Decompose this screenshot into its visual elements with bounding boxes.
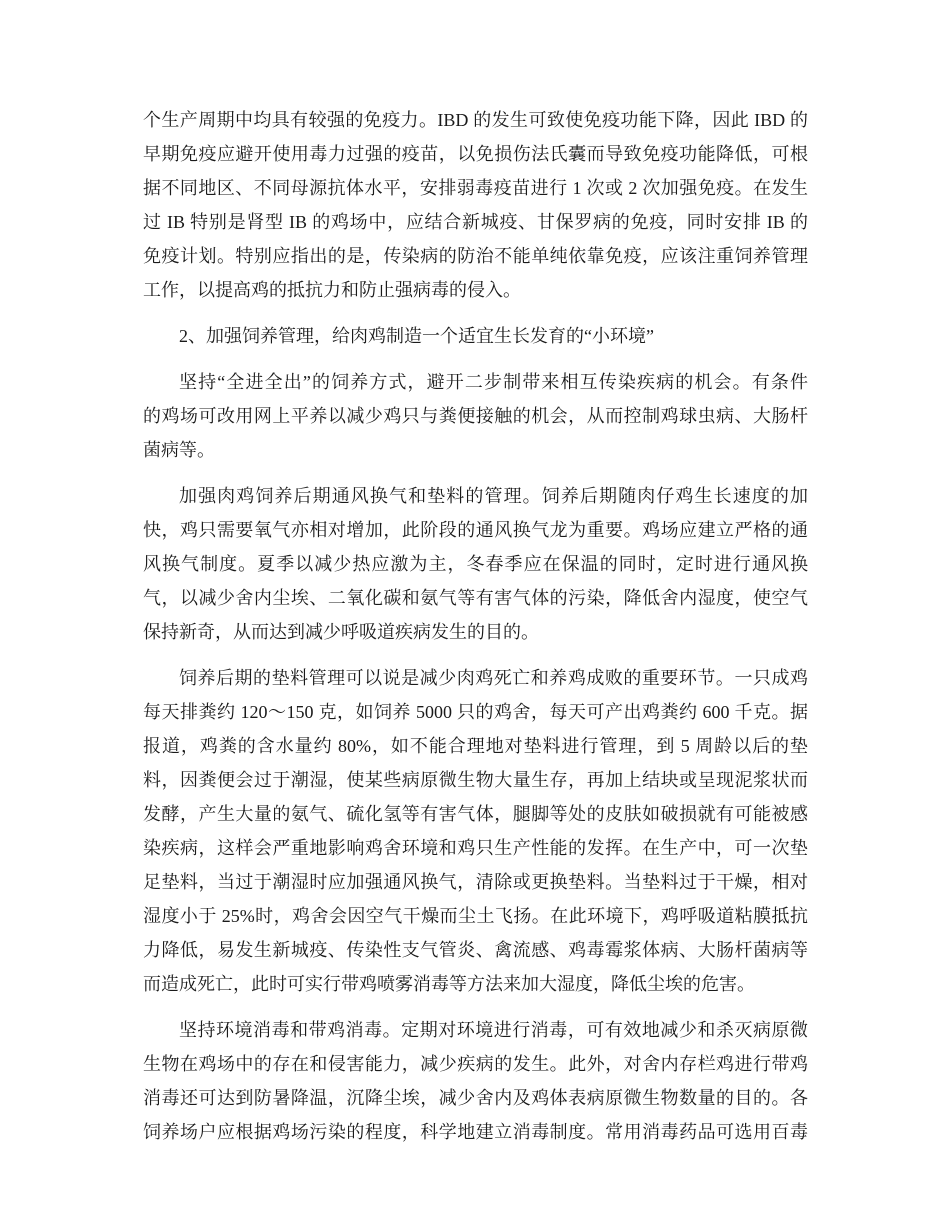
text-line: 坚持“全进全出”的饲养方式，避开二步制带来相互传染疾病的机会。有条件 — [179, 372, 808, 392]
text-line: 据不同地区、不同母源抗体水平，安排弱毒疫苗进行 1 次或 2 次加强免疫。在发生 — [143, 178, 808, 198]
paragraph-all-in-all-out — [143, 365, 808, 467]
text-line: 而造成死亡，此时可实行带鸡喷雾消毒等方法来加大湿度，降低尘埃的危害。 — [143, 974, 755, 994]
text-line: 个生产周期中均具有较强的免疫力。IBD 的发生可致使免疫功能下降，因此 IBD 的 — [143, 110, 808, 130]
text-line: 气，以减少舍内尘埃、二氧化碳和氨气等有害气体的污染，降低舍内湿度，使空气 — [143, 588, 808, 608]
text-line: 足垫料，当过于潮湿时应加强通风换气，清除或更换垫料。当垫料过于干燥，相对 — [143, 872, 808, 892]
text-line: 加强肉鸡饲养后期通风换气和垫料的管理。饲养后期随肉仔鸡生长速度的加 — [179, 486, 808, 506]
text-line: 染疾病，这样会严重地影响鸡舍环境和鸡只生产性能的发挥。在生产中，可一次垫 — [143, 838, 808, 858]
text-line: 菌病等。 — [143, 440, 215, 460]
text-line: 生物在鸡场中的存在和侵害能力，减少疾病的发生。此外，对舍内存栏鸡进行带鸡 — [143, 1054, 808, 1074]
text-line: 力降低，易发生新城疫、传染性支气管炎、禽流感、鸡毒霉浆体病、大肠杆菌病等 — [143, 940, 808, 960]
text-line: 过 IB 特别是肾型 IB 的鸡场中，应结合新城疫、甘保罗病的免疫，同时安排 IB 的 — [143, 212, 808, 232]
text-line: 发酵，产生大量的氨气、硫化氢等有害气体，腿脚等处的皮肤如破损就有可能被感 — [143, 804, 808, 824]
text-line: 饲养场户应根据鸡场污染的程度，科学地建立消毒制度。常用消毒药品可选用百毒 — [143, 1122, 808, 1142]
paragraph-immunity-continuation — [143, 103, 808, 307]
section-heading — [143, 319, 808, 353]
heading-line: 2、加强饲养管理，给肉鸡制造一个适宜生长发育的“小环境” — [179, 326, 654, 346]
text-line: 报道，鸡粪的含水量约 80%，如不能合理地对垫料进行管理，到 5 周龄以后的垫 — [143, 736, 808, 756]
text-line: 免疫计划。特别应指出的是，传染病的防治不能单纯依靠免疫，应该注重饲养管理 — [143, 246, 808, 266]
text-line: 风换气制度。夏季以减少热应激为主，冬春季应在保温的同时，定时进行通风换 — [143, 554, 808, 574]
paragraph-litter-management — [143, 661, 808, 1001]
text-line: 快，鸡只需要氧气亦相对增加，此阶段的通风换气龙为重要。鸡场应建立严格的通 — [143, 520, 808, 540]
text-line: 的鸡场可改用网上平养以减少鸡只与粪便接触的机会，从而控制鸡球虫病、大肠杆 — [143, 406, 808, 426]
paragraph-disinfection — [143, 1013, 808, 1149]
text-line: 每天排粪约 120～150 克，如饲养 5000 只的鸡舍，每天可产出鸡粪约 600 千克。据 — [143, 702, 808, 722]
text-line: 料，因粪便会过于潮湿，使某些病原微生物大量生存，再加上结块或呈现泥浆状而 — [143, 770, 808, 790]
text-line: 工作，以提高鸡的抵抗力和防止强病毒的侵入。 — [143, 280, 521, 300]
text-line: 保持新奇，从而达到减少呼吸道疾病发生的目的。 — [143, 622, 539, 642]
text-line: 湿度小于 25%时，鸡舍会因空气干燥而尘土飞扬。在此环境下，鸡呼吸道粘膜抵抗 — [143, 906, 808, 926]
document-body — [143, 103, 808, 1161]
text-line: 早期免疫应避开使用毒力过强的疫苗，以免损伤法氏囊而导致免疫功能降低，可根 — [143, 144, 808, 164]
text-line: 消毒还可达到防暑降温，沉降尘埃，减少舍内及鸡体表病原微生物数量的目的。各 — [143, 1088, 808, 1108]
paragraph-ventilation — [143, 479, 808, 649]
text-line: 坚持环境消毒和带鸡消毒。定期对环境进行消毒，可有效地减少和杀灭病原微 — [179, 1020, 808, 1040]
text-line: 饲养后期的垫料管理可以说是减少肉鸡死亡和养鸡成败的重要环节。一只成鸡 — [179, 668, 808, 688]
